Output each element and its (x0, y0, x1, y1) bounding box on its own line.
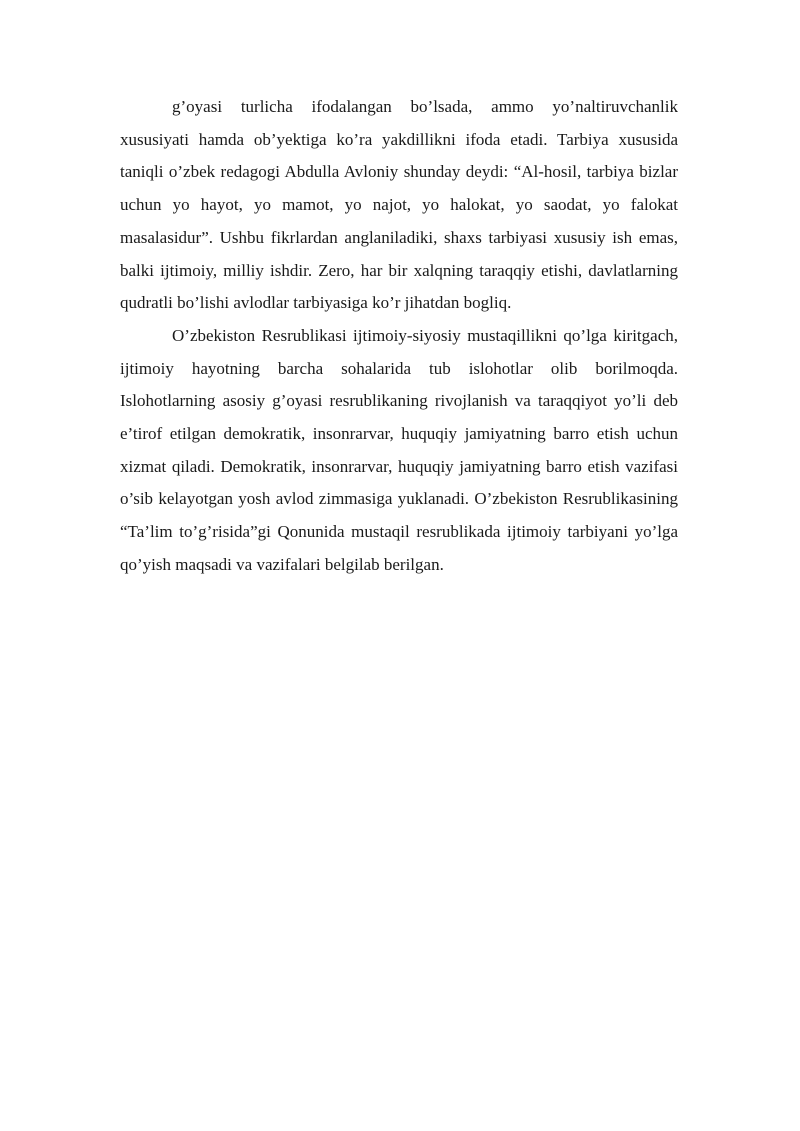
paragraph-1: g’oyasi turlicha ifodalangan bo’lsada, ammo yo’naltiruvchanlik xususiyati hamda ob’yektiga ko’ra yakdillikni ifoda etadi. Tarbiya xususida taniqli o’zbek redagogi Abdulla Avloniy shunday deydi: “Al-hosil, tarbiya bizlar uchun yo hayot, yo mamot, yo najot, yo halokat, yo saodat, yo falokat masalasidur”. Ushbu fikrlardan anglaniladiki, shaxs tarbiyasi xususiy ish emas, balki ijtimoiy, milliy ishdir. Zero, har bir xalqning taraqqiy etishi, davlatlarning qudratli bo’lishi avlodlar tarbiyasiga ko’r jihatdan bogliq. (120, 97, 678, 313)
body-text (120, 91, 678, 582)
paragraph-2: O’zbekiston Resrublikasi ijtimoiy-siyosiy mustaqillikni qo’lga kiritgach, ijtimoiy hayotning barcha sohalarida tub islohotlar olib borilmoqda. Islohotlarning asosiy g’oyasi resrublikaning rivojlanish va taraqqiyot yo’li deb e’tirof etilgan demokratik, insonrarvar, huquqiy jamiyatning barro etish uchun xizmat qiladi. Demokratik, insonrarvar, huquqiy jamiyatning barro etish vazifasi o’sib kelayotgan yosh avlod zimmasiga yuklanadi. O’zbekiston Resrublikasining “Ta’lim to’g’risida”gi Qonunida mustaqil resrublikada ijtimoiy tarbiyani yo’lga qo’yish maqsadi va vazifalari belgilab berilgan. (120, 325, 678, 574)
